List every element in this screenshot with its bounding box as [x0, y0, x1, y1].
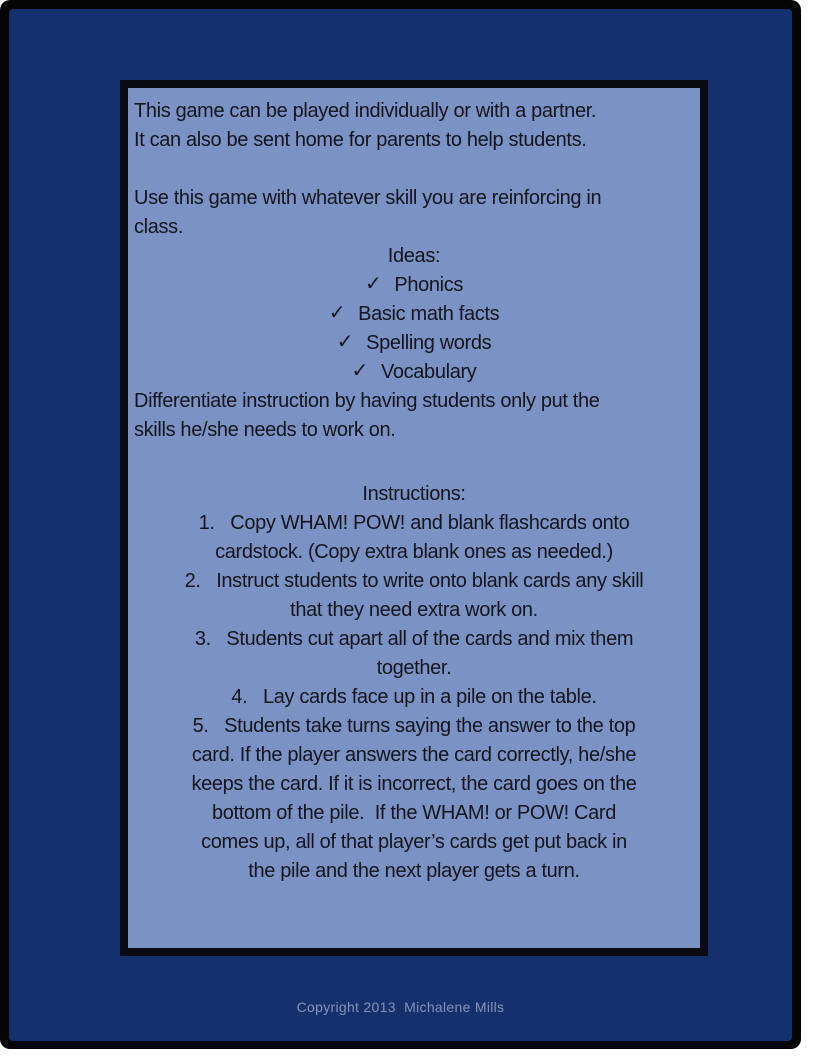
idea-item-vocabulary — [134, 358, 694, 387]
check-icon: ✓ — [336, 331, 354, 353]
text-line: together. — [376, 657, 452, 679]
text-line: 2. Instruct students to write onto blank cards any skill — [184, 570, 644, 592]
text-line: bottom of the pile. If the WHAM! or POW! Card — [211, 802, 617, 824]
idea-item-spelling-words — [134, 329, 694, 358]
idea-item-phonics — [134, 271, 694, 300]
instruction-item-3 — [134, 625, 694, 683]
idea-item-math-facts — [134, 300, 694, 329]
text-line: the pile and the next player gets a turn. — [248, 860, 580, 882]
instruction-card — [120, 80, 708, 956]
text-line: that they need extra work on. — [290, 599, 538, 621]
instruction-item-1 — [134, 509, 694, 567]
copyright-text: Copyright 2013 Michalene Mills — [296, 999, 505, 1015]
idea-label: Basic math facts — [358, 303, 500, 325]
instruction-item-5 — [134, 712, 694, 886]
text-line: comes up, all of that player’s cards get put back in — [201, 831, 627, 853]
text-line: 5. Students take turns saying the answer to the top — [192, 715, 636, 737]
idea-label: Spelling words — [366, 332, 492, 354]
instruction-item-4 — [134, 683, 694, 712]
navy-mat — [9, 9, 792, 1041]
text-line: This game can be played individually or with a partner. — [134, 100, 597, 122]
text-line: card. If the player answers the card correctly, he/she — [191, 744, 637, 766]
usage-paragraph — [134, 184, 694, 242]
ideas-title: Ideas: — [387, 245, 441, 267]
text-line: 1. Copy WHAM! POW! and blank flashcards onto — [198, 512, 630, 534]
intro-paragraph — [134, 97, 694, 155]
idea-label: Phonics — [394, 274, 464, 296]
text-line: class. — [134, 216, 184, 238]
differentiate-paragraph — [134, 387, 694, 445]
check-icon: ✓ — [351, 360, 368, 382]
text-line: cardstock. (Copy extra blank ones as needed.) — [215, 541, 613, 563]
text-line: 3. Students cut apart all of the cards and mix them — [194, 628, 634, 650]
check-icon: ✓ — [364, 273, 382, 295]
text-line: keeps the card. If it is incorrect, the card goes on the — [191, 773, 637, 795]
instruction-item-2 — [134, 567, 694, 625]
idea-label: Vocabulary — [380, 361, 477, 383]
text-line: Use this game with whatever skill you are reinforcing in — [134, 187, 602, 209]
text-line: 4. Lay cards face up in a pile on the table. — [231, 686, 597, 708]
text-line: It can also be sent home for parents to help students. — [134, 129, 587, 151]
check-icon: ✓ — [328, 302, 346, 324]
text-line: skills he/she needs to work on. — [134, 419, 396, 441]
text-line: Differentiate instruction by having students only put the — [134, 390, 600, 412]
instructions-title: Instructions: — [362, 483, 466, 505]
ideas-list — [134, 271, 694, 387]
